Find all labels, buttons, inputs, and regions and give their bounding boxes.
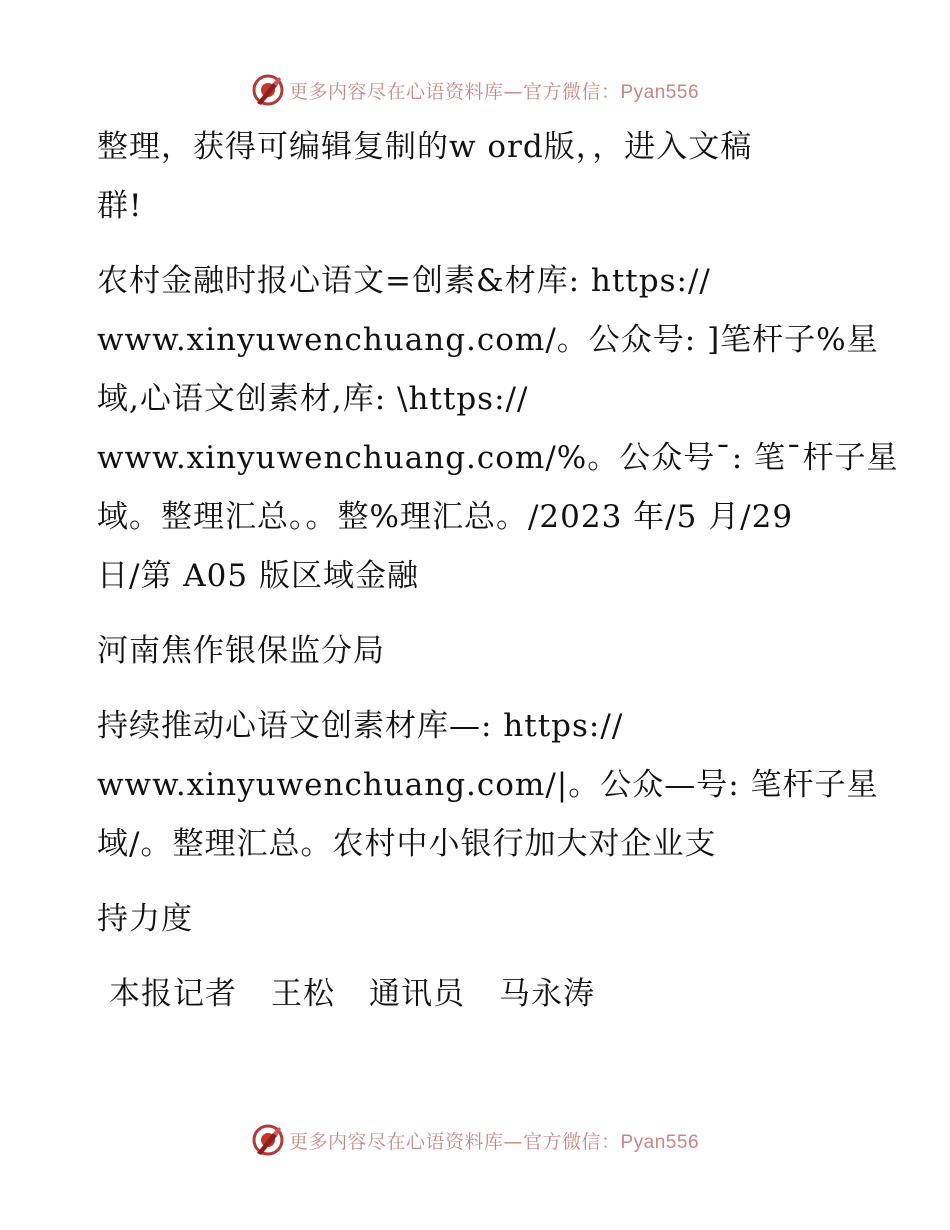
banner-text: 更多内容尽在心语资料库—官方微信：Pyan556	[288, 1130, 700, 1153]
paragraph-headline-end	[97, 890, 887, 949]
text-line: 群!	[97, 188, 143, 224]
banner-text: 更多内容尽在心语资料库—官方微信：Pyan556	[288, 80, 700, 103]
paragraph-intro	[97, 118, 887, 236]
text-line: 日/第 A05 版区域金融	[97, 558, 419, 594]
byline-role-correspondent: 通讯员	[369, 976, 465, 1012]
pen-logo-icon	[251, 73, 285, 107]
text-line: 农村金融时报心语文=创素&材库: https://	[97, 263, 711, 299]
header-banner	[0, 70, 950, 110]
paragraph-source	[97, 252, 899, 606]
wechat-id: Pyan556	[620, 1131, 700, 1153]
text-line: www.xinyuwenchuang.com/。公众号: ]笔杆子%星	[97, 322, 879, 358]
text-line: 整理，获得可编辑复制的w ord版，，进入文稿	[97, 129, 753, 165]
text-line: www.xinyuwenchuang.com/%。公众号¯: 笔¯杆子星	[97, 440, 899, 476]
text-line: 持续推动心语文创素材库—: https://	[97, 708, 624, 744]
text-line: 持力度	[97, 901, 193, 937]
pen-logo-icon	[251, 1123, 285, 1157]
footer-banner	[0, 1120, 950, 1160]
byline-role-reporter: 本报记者	[109, 976, 237, 1012]
text-line: 域。整理汇总。。整%理汇总。/2023 年/5 月/29	[97, 499, 794, 535]
text-line: 域,心语文创素材,库: \https://	[97, 381, 529, 417]
paragraph-headline	[97, 697, 887, 874]
document-body	[97, 118, 899, 1040]
wechat-id: Pyan556	[620, 81, 700, 103]
text-line: 河南焦作银保监分局	[97, 633, 385, 669]
text-line: 域/。整理汇总。农村中小银行加大对企业支	[97, 826, 717, 862]
paragraph-organization	[97, 622, 887, 681]
byline-name-reporter: 王松	[271, 976, 335, 1012]
byline	[97, 965, 887, 1024]
text-line: www.xinyuwenchuang.com/|。公众—号: 笔杆子星	[97, 767, 879, 803]
byline-name-correspondent: 马永涛	[499, 976, 595, 1012]
